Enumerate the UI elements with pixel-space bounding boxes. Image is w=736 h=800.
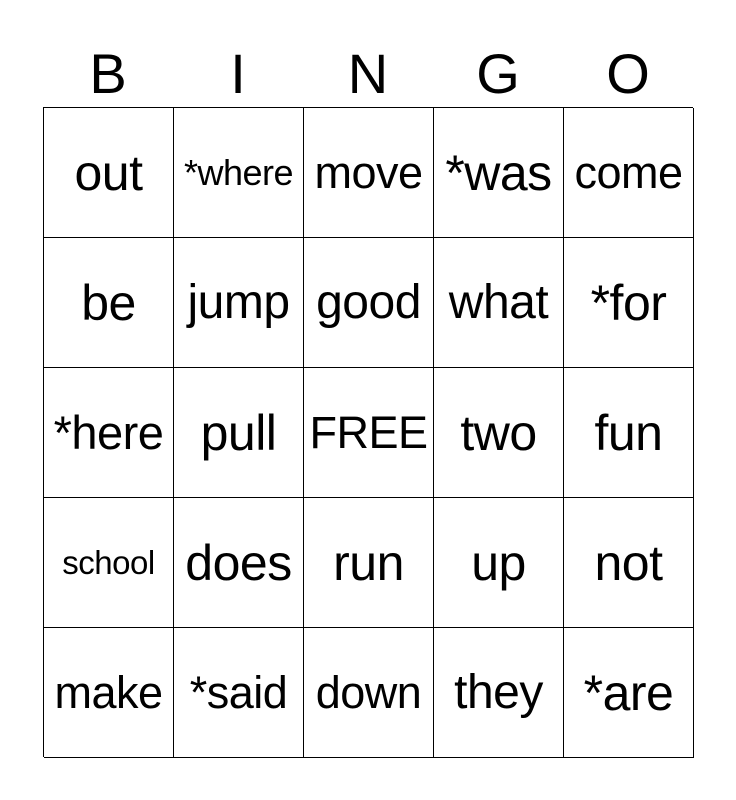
bingo-cell-r1-c4[interactable]: [434, 108, 564, 238]
cell-word: run: [333, 534, 404, 591]
cell-word: fun: [594, 404, 663, 461]
cell-word: good: [316, 276, 421, 329]
bingo-cell-r3-c4[interactable]: [434, 368, 564, 498]
bingo-cell-r2-c5[interactable]: [564, 238, 694, 368]
cell-word: pull: [200, 404, 277, 461]
bingo-cell-r1-c2[interactable]: [174, 108, 304, 238]
cell-word: *are: [583, 664, 674, 721]
cell-word: *for: [590, 274, 667, 331]
free-space-label: FREE: [309, 406, 428, 458]
bingo-cell-r4-c2[interactable]: [174, 498, 304, 628]
cell-word: two: [460, 404, 537, 461]
bingo-cell-r5-c1[interactable]: [44, 628, 174, 758]
header-letter-i: I: [230, 42, 246, 105]
bingo-cell-r5-c3[interactable]: [304, 628, 434, 758]
bingo-cell-r3-c5[interactable]: [564, 368, 694, 498]
cell-word: down: [315, 666, 422, 718]
bingo-cell-r4-c1[interactable]: [44, 498, 174, 628]
bingo-cell-r1-c3[interactable]: [304, 108, 434, 238]
cell-word: *here: [53, 406, 164, 459]
bingo-cell-r2-c4[interactable]: [434, 238, 564, 368]
bingo-cell-r1-c5[interactable]: [564, 108, 694, 238]
header-letter-n: N: [347, 42, 389, 105]
cell-word: up: [471, 534, 526, 591]
bingo-cell-r5-c2[interactable]: [174, 628, 304, 758]
bingo-board: [43, 107, 693, 757]
bingo-cell-r1-c1[interactable]: [44, 108, 174, 238]
bingo-cell-r4-c4[interactable]: [434, 498, 564, 628]
cell-word: *was: [445, 144, 552, 201]
bingo-cell-r5-c4[interactable]: [434, 628, 564, 758]
bingo-cell-free[interactable]: [304, 368, 434, 498]
bingo-cell-r4-c5[interactable]: [564, 498, 694, 628]
bingo-cell-r5-c5[interactable]: [564, 628, 694, 758]
cell-word: what: [448, 276, 549, 329]
bingo-cell-r2-c3[interactable]: [304, 238, 434, 368]
bingo-cell-r3-c2[interactable]: [174, 368, 304, 498]
cell-word: move: [314, 146, 423, 198]
cell-word: be: [81, 274, 136, 331]
bingo-cell-r4-c3[interactable]: [304, 498, 434, 628]
cell-word: they: [454, 666, 543, 719]
cell-word: make: [54, 666, 163, 718]
cell-word: out: [74, 144, 143, 201]
cell-word: does: [185, 534, 292, 591]
bingo-cell-r2-c1[interactable]: [44, 238, 174, 368]
cell-word: jump: [187, 276, 290, 329]
header-letter-g: G: [476, 42, 520, 105]
cell-word: come: [574, 146, 683, 198]
header-letter-b: B: [89, 42, 127, 105]
cell-word: *where: [183, 151, 294, 193]
header-letter-o: O: [606, 42, 650, 105]
cell-word: not: [594, 534, 663, 591]
bingo-header: [43, 40, 693, 108]
cell-word: school: [62, 543, 155, 581]
cell-word: *said: [189, 666, 288, 718]
bingo-cell-r3-c1[interactable]: [44, 368, 174, 498]
bingo-cell-r2-c2[interactable]: [174, 238, 304, 368]
